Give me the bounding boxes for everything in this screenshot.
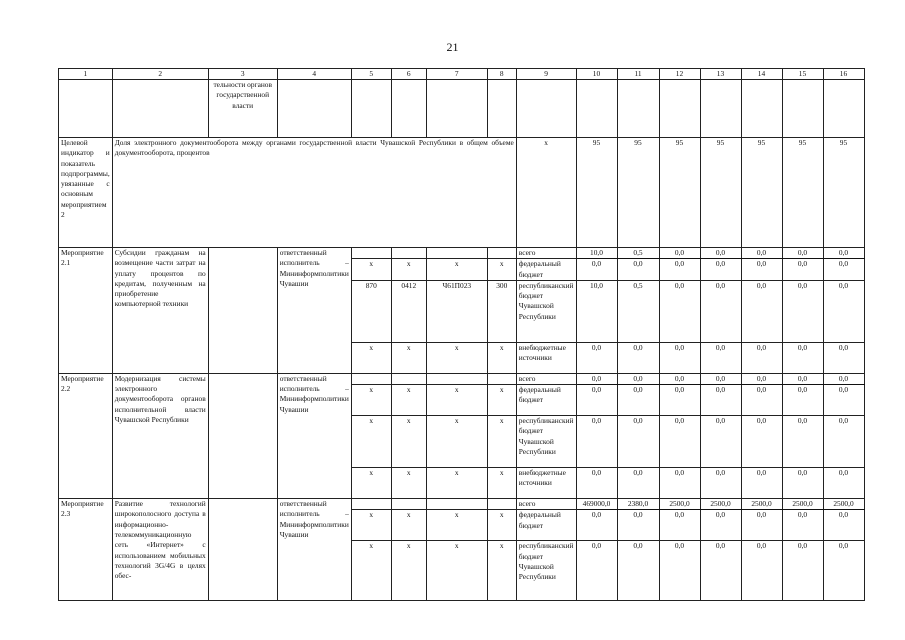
budget-code-expense: x xyxy=(487,342,516,373)
cont-col9 xyxy=(516,80,576,138)
funding-value: 0,0 xyxy=(659,373,700,384)
cont-col8 xyxy=(487,80,516,138)
budget-code-ministry xyxy=(351,499,391,510)
funding-value: 0,0 xyxy=(617,416,659,468)
budget-code-expense: x xyxy=(487,259,516,281)
indicator-label: Целевой индикатор и показатель подпрограммы, увязанные с основным мероприятием 2 xyxy=(59,138,113,248)
funding-value: 0,0 xyxy=(700,416,741,468)
continuation-row xyxy=(59,80,865,138)
budget-code-expense: x xyxy=(487,510,516,541)
funding-value: 0,0 xyxy=(782,510,823,541)
budget-code-target: x xyxy=(426,510,487,541)
funding-source: федеральный бюджет xyxy=(516,259,576,281)
funding-value: 10,0 xyxy=(576,248,617,259)
funding-value: 0,0 xyxy=(659,541,700,601)
funding-value: 0,0 xyxy=(823,342,864,373)
indicator-value: 95 xyxy=(576,138,617,248)
budget-code-section: x xyxy=(391,468,426,499)
funding-value: 0,5 xyxy=(617,280,659,342)
column-number-3: 3 xyxy=(208,69,277,80)
funding-value: 0,0 xyxy=(700,259,741,281)
funding-value: 0,0 xyxy=(576,373,617,384)
cont-col5 xyxy=(351,80,391,138)
funding-value: 0,0 xyxy=(741,373,782,384)
funding-value: 0,0 xyxy=(659,248,700,259)
funding-value: 0,0 xyxy=(823,248,864,259)
cont-col16 xyxy=(823,80,864,138)
budget-code-section xyxy=(391,248,426,259)
funding-value: 10,0 xyxy=(576,280,617,342)
funding-source: всего xyxy=(516,373,576,384)
funding-source: федеральный бюджет xyxy=(516,510,576,541)
budget-code-target: x xyxy=(426,385,487,416)
budget-code-ministry xyxy=(351,373,391,384)
funding-value: 0,0 xyxy=(782,416,823,468)
budget-code-expense: x xyxy=(487,468,516,499)
funding-value: 0,0 xyxy=(782,342,823,373)
column-number-16: 16 xyxy=(823,69,864,80)
funding-value: 2500,0 xyxy=(782,499,823,510)
funding-value: 0,0 xyxy=(782,373,823,384)
budget-code-expense: x xyxy=(487,385,516,416)
funding-value: 0,0 xyxy=(617,385,659,416)
cont-col11 xyxy=(617,80,659,138)
funding-source: федеральный бюджет xyxy=(516,385,576,416)
measure-col3 xyxy=(208,248,277,374)
funding-value: 0,0 xyxy=(741,248,782,259)
measure-executor: ответственный исполнитель – Мининформполитики Чувашии xyxy=(277,499,351,601)
funding-value: 0,0 xyxy=(700,510,741,541)
measure-label: Мероприятие 2.2 xyxy=(59,373,113,498)
funding-value: 0,0 xyxy=(576,385,617,416)
funding-value: 0,0 xyxy=(823,385,864,416)
funding-value: 2500,0 xyxy=(700,499,741,510)
column-number-10: 10 xyxy=(576,69,617,80)
funding-value: 0,0 xyxy=(823,373,864,384)
funding-value: 0,0 xyxy=(823,468,864,499)
funding-value: 2500,0 xyxy=(659,499,700,510)
funding-source: республиканский бюджет Чувашской Республики xyxy=(516,416,576,468)
funding-value: 0,0 xyxy=(576,259,617,281)
budget-code-expense: x xyxy=(487,416,516,468)
funding-value: 2500,0 xyxy=(823,499,864,510)
budget-code-ministry: x xyxy=(351,416,391,468)
budget-code-ministry: x xyxy=(351,259,391,281)
funding-value: 0,0 xyxy=(782,385,823,416)
budget-code-target: x xyxy=(426,416,487,468)
funding-value: 0,0 xyxy=(782,259,823,281)
funding-value: 2500,0 xyxy=(741,499,782,510)
indicator-value: 95 xyxy=(782,138,823,248)
column-number-2: 2 xyxy=(112,69,208,80)
funding-value: 0,0 xyxy=(782,468,823,499)
funding-value: 0,0 xyxy=(659,385,700,416)
budget-code-target xyxy=(426,499,487,510)
funding-source: республиканский бюджет Чувашской Республики xyxy=(516,280,576,342)
funding-value: 0,0 xyxy=(741,385,782,416)
budget-code-section: x xyxy=(391,385,426,416)
column-number-4: 4 xyxy=(277,69,351,80)
funding-value: 0,0 xyxy=(741,342,782,373)
funding-value: 2380,0 xyxy=(617,499,659,510)
funding-value: 0,0 xyxy=(823,259,864,281)
column-number-13: 13 xyxy=(700,69,741,80)
budget-code-ministry: 870 xyxy=(351,280,391,342)
column-number-8: 8 xyxy=(487,69,516,80)
cont-col1 xyxy=(59,80,113,138)
funding-value: 0,0 xyxy=(576,510,617,541)
indicator-col9: x xyxy=(516,138,576,248)
measure-label: Мероприятие 2.3 xyxy=(59,499,113,601)
budget-code-section xyxy=(391,373,426,384)
budget-code-target: x xyxy=(426,541,487,601)
column-number-5: 5 xyxy=(351,69,391,80)
funding-value: 0,5 xyxy=(617,248,659,259)
budget-code-expense xyxy=(487,248,516,259)
budget-code-ministry xyxy=(351,248,391,259)
funding-value: 0,0 xyxy=(823,280,864,342)
funding-value: 0,0 xyxy=(741,280,782,342)
indicator-value: 95 xyxy=(741,138,782,248)
measure-label: Мероприятие 2.1 xyxy=(59,248,113,374)
funding-value: 0,0 xyxy=(576,342,617,373)
cont-col10 xyxy=(576,80,617,138)
measure-2-row xyxy=(59,373,865,384)
column-number-14: 14 xyxy=(741,69,782,80)
funding-value: 0,0 xyxy=(700,373,741,384)
indicator-value: 95 xyxy=(823,138,864,248)
funding-value: 0,0 xyxy=(659,510,700,541)
cont-col3-text: тельности органов государственной власти xyxy=(208,80,277,138)
column-number-9: 9 xyxy=(516,69,576,80)
funding-value: 0,0 xyxy=(659,416,700,468)
budget-code-ministry: x xyxy=(351,510,391,541)
funding-value: 469000,0 xyxy=(576,499,617,510)
measure-1-row xyxy=(59,248,865,259)
measure-col3 xyxy=(208,373,277,498)
funding-source: республиканский бюджет Чувашской Республики xyxy=(516,541,576,601)
column-number-7: 7 xyxy=(426,69,487,80)
indicator-row xyxy=(59,138,865,248)
funding-value: 0,0 xyxy=(576,468,617,499)
budget-code-section: 0412 xyxy=(391,280,426,342)
funding-value: 0,0 xyxy=(700,468,741,499)
budget-code-target: Ч61П023 xyxy=(426,280,487,342)
cont-col7 xyxy=(426,80,487,138)
funding-value: 0,0 xyxy=(659,468,700,499)
funding-value: 0,0 xyxy=(659,259,700,281)
funding-value: 0,0 xyxy=(823,510,864,541)
budget-code-ministry: x xyxy=(351,541,391,601)
measure-3-row xyxy=(59,499,865,510)
funding-value: 0,0 xyxy=(700,385,741,416)
indicator-text: Доля электронного документооборота между органами государственной власти Чувашской Республики в общем объеме документооборота, процентов xyxy=(112,138,516,248)
indicator-value: 95 xyxy=(617,138,659,248)
budget-code-target: x xyxy=(426,259,487,281)
cont-col4 xyxy=(277,80,351,138)
funding-value: 0,0 xyxy=(617,373,659,384)
cont-col15 xyxy=(782,80,823,138)
cont-col2 xyxy=(112,80,208,138)
funding-value: 0,0 xyxy=(617,259,659,281)
funding-value: 0,0 xyxy=(741,416,782,468)
budget-code-expense xyxy=(487,373,516,384)
cont-col14 xyxy=(741,80,782,138)
funding-value: 0,0 xyxy=(741,259,782,281)
funding-value: 0,0 xyxy=(617,342,659,373)
budget-code-expense xyxy=(487,499,516,510)
column-number-12: 12 xyxy=(659,69,700,80)
funding-value: 0,0 xyxy=(576,541,617,601)
funding-value: 0,0 xyxy=(659,342,700,373)
measure-executor: ответственный исполнитель – Мининформполитики Чувашии xyxy=(277,373,351,498)
indicator-value: 95 xyxy=(700,138,741,248)
funding-value: 0,0 xyxy=(741,541,782,601)
measure-col3 xyxy=(208,499,277,601)
measure-name: Модернизация системы электронного документооборота органов исполнительной власти Чувашской Республики xyxy=(112,373,208,498)
budget-code-expense: 300 xyxy=(487,280,516,342)
measure-name: Субсидии гражданам на возмещение части затрат на уплату процентов по кредитам, полученным на приобретение компьютерной техники xyxy=(112,248,208,374)
funding-value: 0,0 xyxy=(741,468,782,499)
page-number: 21 xyxy=(446,40,459,54)
budget-code-target: x xyxy=(426,342,487,373)
budget-code-section xyxy=(391,499,426,510)
funding-source: всего xyxy=(516,248,576,259)
cont-col12 xyxy=(659,80,700,138)
funding-source: всего xyxy=(516,499,576,510)
funding-value: 0,0 xyxy=(576,416,617,468)
program-table xyxy=(58,68,865,601)
column-number-15: 15 xyxy=(782,69,823,80)
funding-value: 0,0 xyxy=(700,342,741,373)
measure-name: Развитие технологий широкополосного доступа в информационно-телекоммуникационную сеть «Интернет» с использованием мобильных технологий 3G/4G в целях обес- xyxy=(112,499,208,601)
funding-value: 0,0 xyxy=(823,541,864,601)
funding-value: 0,0 xyxy=(700,280,741,342)
funding-value: 0,0 xyxy=(741,510,782,541)
budget-code-target xyxy=(426,248,487,259)
budget-code-expense: x xyxy=(487,541,516,601)
budget-code-section: x xyxy=(391,541,426,601)
budget-code-section: x xyxy=(391,510,426,541)
funding-value: 0,0 xyxy=(617,510,659,541)
budget-code-ministry: x xyxy=(351,342,391,373)
funding-source: внебюджетные источники xyxy=(516,468,576,499)
budget-code-ministry: x xyxy=(351,468,391,499)
budget-code-section: x xyxy=(391,342,426,373)
funding-value: 0,0 xyxy=(617,541,659,601)
budget-code-ministry: x xyxy=(351,385,391,416)
funding-value: 0,0 xyxy=(617,468,659,499)
indicator-value: 95 xyxy=(659,138,700,248)
column-number-6: 6 xyxy=(391,69,426,80)
funding-value: 0,0 xyxy=(782,541,823,601)
funding-value: 0,0 xyxy=(700,248,741,259)
column-number-row xyxy=(59,69,865,80)
budget-code-section: x xyxy=(391,416,426,468)
funding-value: 0,0 xyxy=(823,416,864,468)
funding-value: 0,0 xyxy=(782,248,823,259)
funding-value: 0,0 xyxy=(782,280,823,342)
measure-executor: ответственный исполнитель – Мининформполитики Чувашии xyxy=(277,248,351,374)
cont-col13 xyxy=(700,80,741,138)
column-number-11: 11 xyxy=(617,69,659,80)
budget-code-section: x xyxy=(391,259,426,281)
budget-code-target xyxy=(426,373,487,384)
budget-code-target: x xyxy=(426,468,487,499)
funding-value: 0,0 xyxy=(700,541,741,601)
column-number-1: 1 xyxy=(59,69,113,80)
funding-value: 0,0 xyxy=(659,280,700,342)
funding-source: внебюджетные источники xyxy=(516,342,576,373)
cont-col6 xyxy=(391,80,426,138)
